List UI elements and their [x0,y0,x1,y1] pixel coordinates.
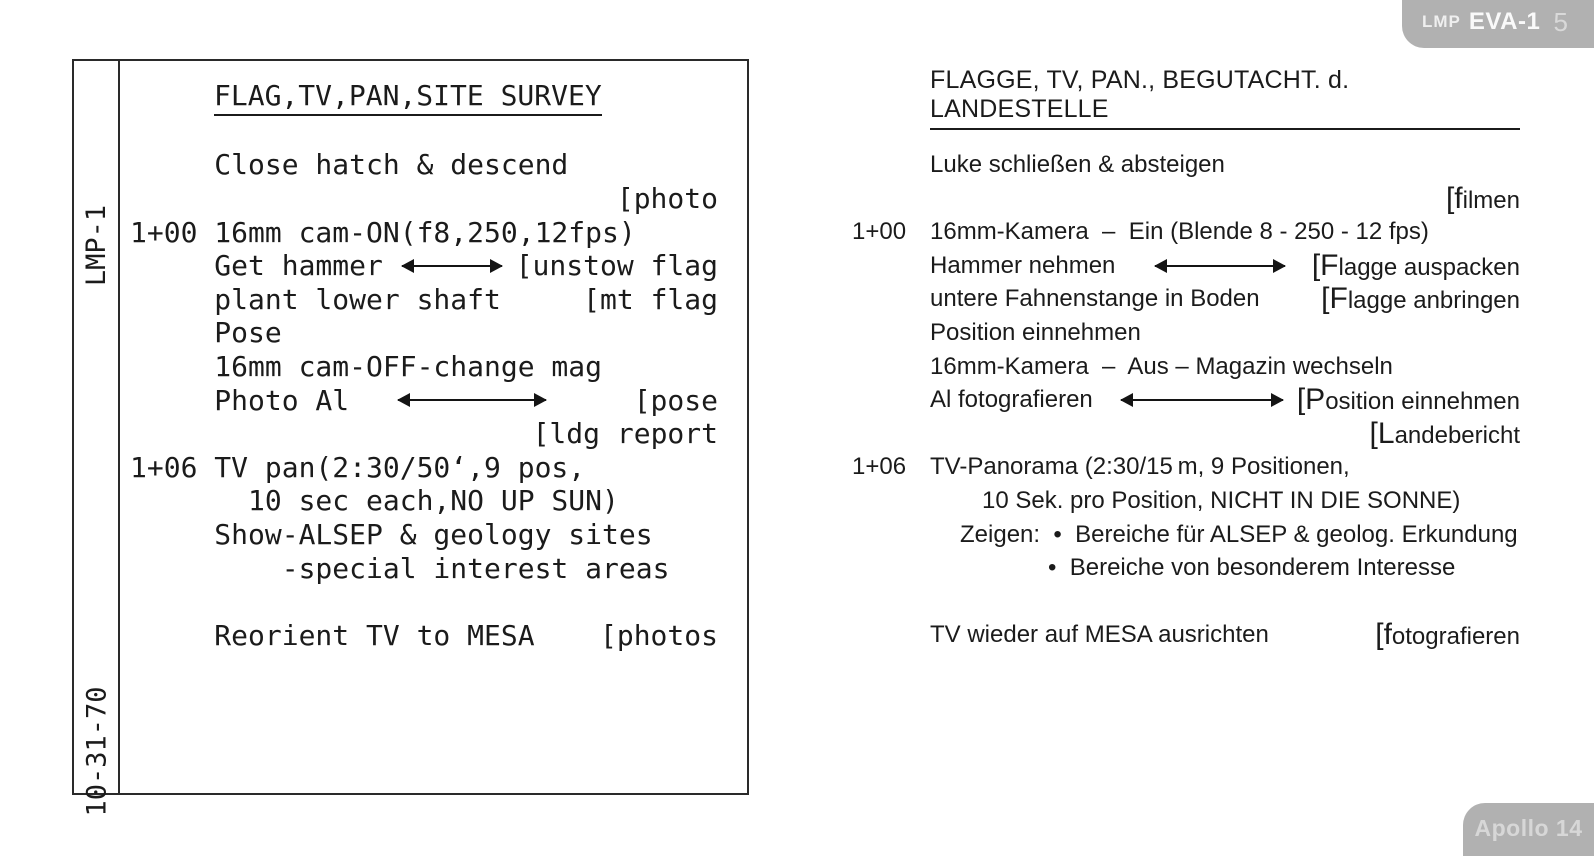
row-text: 16mm cam-OFF-change mag [130,350,603,384]
translation-row [852,383,1520,417]
translation-row [852,451,1520,485]
checklist-row [130,551,718,585]
row-right-text: [fotografieren [1375,618,1520,652]
row-text: -special interest areas [130,551,670,585]
row-right-text: [filmen [1445,181,1520,215]
program-label: LMP [1422,12,1461,31]
row-text: Get hammer [130,249,383,283]
row-text: Al fotografieren [930,386,1093,414]
apollo-badge [1463,803,1594,856]
translation-row [852,182,1520,216]
row-text: untere Fahnenstange in Boden [930,285,1260,313]
apollo-label: Apollo 14 [1474,815,1583,841]
row-right-text: [mt flag [583,282,718,316]
translation-row [852,484,1520,518]
translation-row [852,249,1520,283]
translation-row [852,619,1520,653]
translation-row [852,316,1520,350]
translation-row [852,417,1520,451]
checklist-row [130,619,718,653]
row-text: Show-ALSEP & geology sites [130,518,653,552]
checklist-row [130,182,718,216]
checklist-row [130,148,718,182]
translation-row [852,283,1520,317]
row-text: TV wieder auf MESA ausrichten [930,621,1269,649]
double-arrow-icon [402,265,502,267]
checklist-row [130,383,718,417]
row-text: 1+00 16mm cam-ON(f8,250,12fps) [130,215,636,249]
side-label-date-text: 10-31-70 [81,685,113,817]
row-text: Close hatch & descend [130,148,569,182]
row-text: 16mm-Kamera – Aus – Magazin wechseln [930,352,1393,380]
checklist-title: FLAG,TV,PAN,SITE SURVEY [214,79,602,116]
translation-row [852,551,1520,585]
row-right-text: [Flagge auspacken [1311,248,1520,282]
time-label: 1+06 [852,453,907,481]
row-text: Luke schließen & absteigen [930,150,1225,178]
spacer-row [130,115,718,149]
row-text: • Bereiche von besonderem Interesse [1048,554,1456,582]
row-text: Pose [130,316,282,350]
row-text: 1+06 TV pan(2:30/50‘,9 pos, [130,450,586,484]
row-text: Position einnehmen [930,318,1141,346]
row-text: Reorient TV to MESA [130,618,535,652]
translation-title-row [852,65,1520,123]
side-label-mission-text: LMP-1 [81,204,113,286]
checklist-row [130,484,718,518]
translation-row [852,148,1520,182]
checklist-row [130,215,718,249]
row-right-text: [photos [599,618,718,652]
double-arrow-icon [1155,265,1285,267]
translation-row [852,215,1520,249]
translation-german-column [852,65,1520,652]
row-text: 10 sec each,NO UP SUN) [130,484,619,518]
side-label-column [74,61,120,817]
checklist-row [130,451,718,485]
side-label-date [74,671,120,831]
checklist-row [130,249,718,283]
row-right-text: [Flagge anbringen [1321,282,1520,316]
checklist-english-column [130,81,718,652]
row-right-text: [ldg report [532,417,718,451]
row-text: 16mm-Kamera – Ein (Blende 8 - 250 - 12 fps) [930,218,1429,246]
side-label-mission [74,189,120,301]
row-text: Zeigen: • Bereiche für ALSEP & geolog. Erkundung [960,520,1518,548]
translation-row [852,350,1520,384]
eva-page-badge [1402,0,1594,48]
row-right-text: [pose [633,383,718,417]
checklist-row [130,417,718,451]
checklist-title-row [130,81,718,115]
row-right-text: [Position einnehmen [1296,383,1520,417]
checklist-row [130,518,718,552]
row-text: Hammer nehmen [930,251,1116,279]
translation-title: FLAGGE, TV, PAN., BEGUTACHT. d. LANDESTELLE [930,66,1520,130]
translation-row [852,585,1520,619]
checklist-row [130,350,718,384]
row-right-text: [Landebericht [1369,416,1520,450]
page-number: 5 [1553,6,1568,37]
row-text: Photo Al [130,383,350,417]
double-arrow-icon [1121,399,1283,401]
row-text: 10 Sek. pro Position, NICHT IN DIE SONNE) [982,486,1461,514]
row-right-text: [photo [616,182,718,216]
double-arrow-icon [398,399,546,401]
checklist-row [130,283,718,317]
eva-label: EVA-1 [1468,8,1541,35]
translation-row [852,518,1520,552]
time-label: 1+00 [852,218,907,246]
spacer-row [852,115,1520,149]
row-right-text: [unstow flag [515,249,718,283]
checklist-row [130,316,718,350]
row-text: plant lower shaft [130,282,501,316]
checklist-row [130,585,718,619]
row-text: TV-Panorama (2:30/15 m, 9 Positionen, [930,453,1350,481]
